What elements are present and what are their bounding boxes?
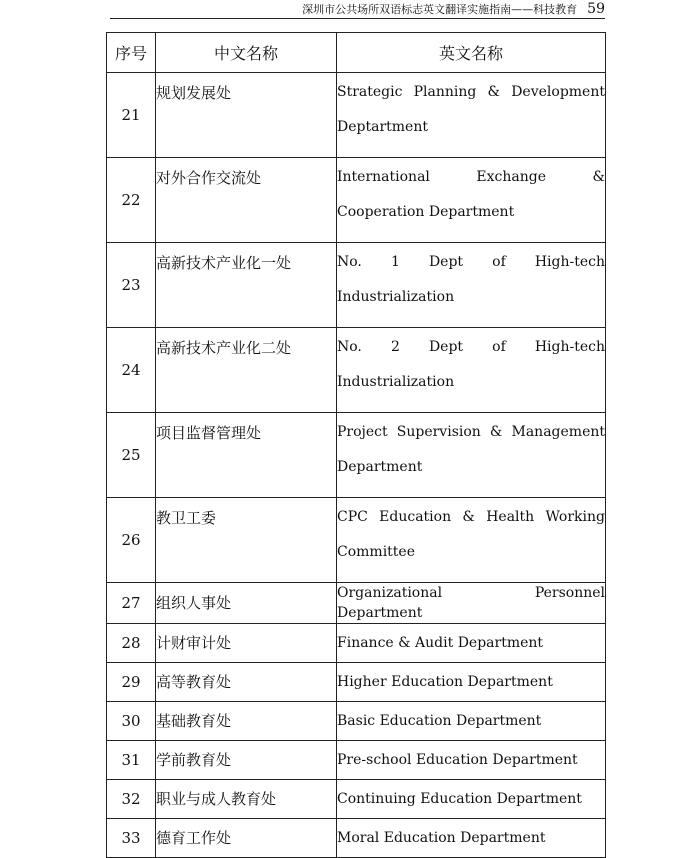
chinese-name: 基础教育处: [156, 702, 337, 741]
table-row: [107, 819, 606, 858]
table-row: [107, 583, 606, 624]
table-row: [107, 243, 606, 328]
english-name: Finance & Audit Department: [337, 624, 606, 663]
row-number: 24: [107, 328, 156, 413]
english-name: Basic Education Department: [337, 702, 606, 741]
chinese-name: 学前教育处: [156, 741, 337, 780]
header-title: 深圳市公共场所双语标志英文翻译实施指南——科技教育: [302, 3, 578, 16]
table-row: [107, 413, 606, 498]
english-name: Organizational Personnel Department: [337, 583, 606, 624]
english-name: Continuing Education Department: [337, 780, 606, 819]
table-row: [107, 73, 606, 158]
english-name: International Exchange & Cooperation Department: [337, 158, 606, 243]
row-number: 31: [107, 741, 156, 780]
chinese-name: 规划发展处: [156, 73, 337, 158]
table-row: [107, 328, 606, 413]
table-row: [107, 624, 606, 663]
header-cell-number: 序号: [107, 33, 156, 73]
english-name: Project Supervision & Management Department: [337, 413, 606, 498]
row-number: 26: [107, 498, 156, 583]
chinese-name: 高新技术产业化一处: [156, 243, 337, 328]
running-header: [110, 0, 605, 19]
chinese-name: 组织人事处: [156, 583, 337, 624]
page-number: 59: [587, 1, 605, 17]
row-number: 27: [107, 583, 156, 624]
table-row: [107, 702, 606, 741]
english-name: No. 2 Dept of High-tech Industrialization: [337, 328, 606, 413]
table-row: [107, 741, 606, 780]
row-number: 28: [107, 624, 156, 663]
header-cell-chinese-name: 中文名称: [156, 33, 337, 73]
table-row: [107, 780, 606, 819]
english-name: CPC Education & Health Working Committee: [337, 498, 606, 583]
chinese-name: 教卫工委: [156, 498, 337, 583]
english-name: No. 1 Dept of High-tech Industrialization: [337, 243, 606, 328]
row-number: 29: [107, 663, 156, 702]
table-row: [107, 663, 606, 702]
table-row: [107, 498, 606, 583]
row-number: 32: [107, 780, 156, 819]
row-number: 33: [107, 819, 156, 858]
chinese-name: 项目监督管理处: [156, 413, 337, 498]
chinese-name: 计财审计处: [156, 624, 337, 663]
chinese-name: 德育工作处: [156, 819, 337, 858]
english-name: Moral Education Department: [337, 819, 606, 858]
row-number: 23: [107, 243, 156, 328]
english-name: Higher Education Department: [337, 663, 606, 702]
chinese-name: 高新技术产业化二处: [156, 328, 337, 413]
chinese-name: 职业与成人教育处: [156, 780, 337, 819]
english-name: Strategic Planning & Development Deptartment: [337, 73, 606, 158]
table-row: [107, 158, 606, 243]
translation-table: [106, 32, 606, 858]
header-cell-english-name: 英文名称: [337, 33, 606, 73]
row-number: 22: [107, 158, 156, 243]
chinese-name: 对外合作交流处: [156, 158, 337, 243]
row-number: 21: [107, 73, 156, 158]
row-number: 25: [107, 413, 156, 498]
row-number: 30: [107, 702, 156, 741]
english-name: Pre-school Education Department: [337, 741, 606, 780]
chinese-name: 高等教育处: [156, 663, 337, 702]
table-header-row: [107, 33, 606, 73]
